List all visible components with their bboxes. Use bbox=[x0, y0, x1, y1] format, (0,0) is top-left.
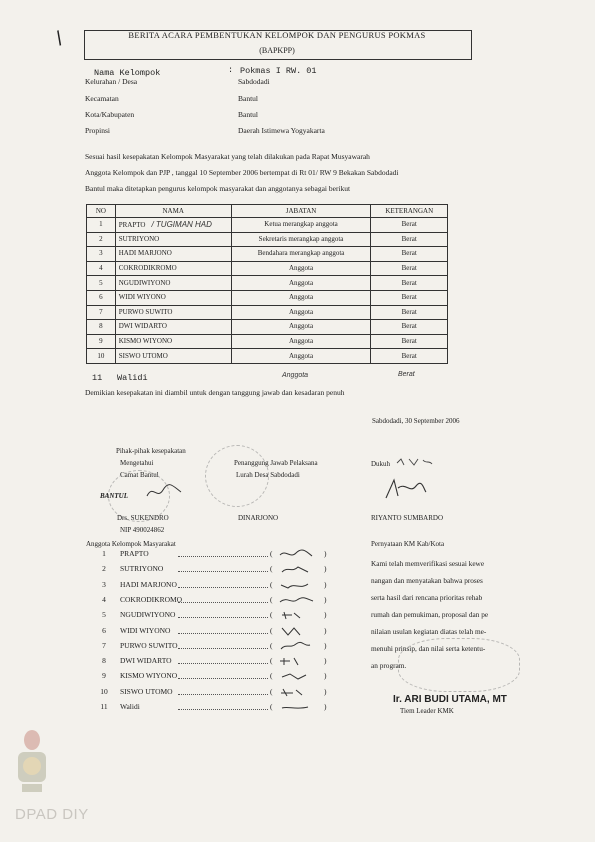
cell-nama-text: WIDI WIYONO bbox=[118, 293, 166, 302]
cell-keterangan-text: Berat bbox=[401, 293, 417, 302]
dotted-leader bbox=[178, 709, 268, 710]
cell-jabatan-text: Anggota bbox=[288, 293, 314, 302]
cell-jabatan-text: Anggota bbox=[288, 278, 314, 287]
cell-jabatan bbox=[231, 305, 371, 320]
table-row bbox=[87, 218, 448, 233]
cell-jabatan-text: Anggota bbox=[288, 264, 314, 273]
km-role: Tiem Leader KMK bbox=[400, 707, 454, 715]
member-signature bbox=[278, 641, 316, 651]
member-sign-no: 9 bbox=[102, 671, 106, 681]
dotted-leader bbox=[178, 648, 268, 649]
member-sign-name: PURWO SUWITO bbox=[120, 640, 178, 650]
member-signature bbox=[278, 564, 316, 574]
corner-mark: / bbox=[52, 27, 67, 51]
members-heading: Anggota Kelompok Masyarakat bbox=[86, 540, 176, 548]
cell-jabatan bbox=[231, 261, 371, 276]
km-statement-line: serta hasil dari rencana prioritas rehab bbox=[371, 593, 483, 602]
value-propinsi: Daerah Istimewa Yogyakarta bbox=[238, 126, 325, 135]
member-signature bbox=[278, 595, 316, 605]
km-stamp bbox=[398, 638, 520, 692]
close-paren: ) bbox=[324, 702, 327, 711]
member-sign-name: Walidi bbox=[120, 702, 140, 711]
col-header-nama: NAMA bbox=[115, 205, 231, 218]
cell-no bbox=[87, 349, 116, 364]
extra-row-jabatan: Anggota bbox=[282, 372, 309, 379]
member-sign-name: HADI MARJONO bbox=[120, 579, 177, 589]
cell-nama-text: SUTRIYONO bbox=[118, 234, 160, 243]
cell-keterangan-text: Berat bbox=[401, 264, 417, 273]
open-paren: ( bbox=[270, 625, 273, 635]
left-heading: Pihak-pihak kesepakatan bbox=[116, 447, 186, 455]
close-paren: ) bbox=[324, 686, 327, 696]
open-paren: ( bbox=[270, 579, 273, 589]
cell-nama-text: KISMO WIYONO bbox=[118, 337, 173, 346]
member-sign-row bbox=[98, 549, 338, 564]
cell-keterangan bbox=[371, 320, 448, 335]
cell-nama-text: HADI MARJONO bbox=[118, 249, 172, 258]
table-row bbox=[87, 305, 448, 320]
member-sign-name: SUTRIYONO bbox=[120, 564, 164, 574]
close-paren: ) bbox=[324, 625, 327, 635]
member-signature bbox=[278, 610, 316, 620]
cell-nama-text: DWI WIDARTO bbox=[118, 322, 167, 331]
left-nip: NIP 490024862 bbox=[120, 526, 165, 534]
member-sign-no: 11 bbox=[100, 702, 108, 711]
dotted-leader bbox=[178, 587, 268, 588]
cell-no bbox=[87, 247, 116, 262]
member-signature bbox=[278, 656, 316, 666]
member-sign-row bbox=[98, 671, 338, 686]
open-paren: ( bbox=[270, 564, 273, 574]
close-paren: ) bbox=[324, 656, 327, 666]
open-paren: ( bbox=[270, 686, 273, 696]
cell-no-text: 4 bbox=[99, 264, 103, 273]
km-heading: Pernyataan KM Kab/Kota bbox=[371, 540, 445, 548]
member-sign-no: 2 bbox=[102, 564, 106, 574]
km-name: Ir. ARI BUDI UTAMA, MT bbox=[393, 694, 507, 705]
dotted-leader bbox=[178, 571, 268, 572]
dotted-leader bbox=[178, 617, 268, 618]
cell-jabatan-text: Anggota bbox=[288, 322, 314, 331]
cell-no bbox=[87, 334, 116, 349]
cell-jabatan-text: Anggota bbox=[288, 351, 314, 360]
cell-keterangan-text: Berat bbox=[401, 220, 417, 229]
cell-keterangan bbox=[371, 247, 448, 262]
document-title: BERITA ACARA PEMBENTUKAN KELOMPOK DAN PENGURUS POKMAS bbox=[128, 30, 426, 40]
cell-jabatan bbox=[231, 290, 371, 305]
cell-keterangan-text: Berat bbox=[401, 249, 417, 258]
cell-keterangan-text: Berat bbox=[401, 337, 417, 346]
col-header-no: NO bbox=[87, 205, 116, 218]
member-sign-no: 1 bbox=[102, 549, 106, 558]
cell-jabatan bbox=[231, 218, 371, 233]
dukuh-signature bbox=[380, 474, 430, 504]
cell-no bbox=[87, 290, 116, 305]
member-sign-row bbox=[98, 564, 338, 579]
close-paren: ) bbox=[324, 640, 327, 650]
pengurus-table bbox=[86, 204, 448, 364]
member-sign-no: 5 bbox=[102, 610, 106, 620]
table-row bbox=[87, 290, 448, 305]
member-sign-no: 6 bbox=[102, 625, 106, 635]
member-sign-no: 4 bbox=[102, 594, 106, 604]
dukuh-paraf bbox=[395, 455, 435, 469]
dotted-leader bbox=[178, 663, 268, 664]
table-row bbox=[87, 247, 448, 262]
member-sign-row bbox=[98, 610, 338, 625]
cell-nama bbox=[115, 261, 231, 276]
member-sign-name: PRAPTO bbox=[120, 549, 149, 558]
km-statement-line: nilaian usulan kegiatan diatas telah me- bbox=[371, 627, 487, 636]
cell-jabatan-text: Anggota bbox=[288, 307, 314, 316]
cell-no bbox=[87, 232, 116, 247]
col-header-jabatan: JABATAN bbox=[231, 205, 371, 218]
cell-no-text: 9 bbox=[99, 337, 103, 346]
dotted-leader bbox=[178, 678, 268, 679]
cell-keterangan bbox=[371, 261, 448, 276]
table-row bbox=[87, 320, 448, 335]
cell-no bbox=[87, 276, 116, 291]
cell-no bbox=[87, 218, 116, 233]
cell-no-text: 2 bbox=[99, 234, 103, 243]
member-sign-name: DWI WIDARTO bbox=[120, 656, 172, 666]
dotted-leader bbox=[178, 602, 268, 603]
extra-row-no: 11 bbox=[92, 373, 103, 383]
document-abbreviation: (BAPKPP) bbox=[259, 46, 295, 55]
member-sign-no: 7 bbox=[102, 640, 106, 650]
open-paren: ( bbox=[270, 610, 273, 620]
cell-jabatan bbox=[231, 334, 371, 349]
left-name: Drs. SUKENDRO bbox=[117, 514, 169, 522]
cell-keterangan bbox=[371, 276, 448, 291]
member-sign-name: SISWO UTOMO bbox=[120, 686, 173, 696]
cell-jabatan bbox=[231, 320, 371, 335]
member-sign-row bbox=[98, 702, 338, 717]
label-kecamatan: Kecamatan bbox=[85, 94, 119, 103]
cell-nama bbox=[115, 247, 231, 262]
value-kecamatan: Bantul bbox=[238, 94, 258, 103]
cell-nama bbox=[115, 232, 231, 247]
colon: : bbox=[228, 65, 234, 75]
member-sign-row bbox=[98, 656, 338, 671]
close-paren: ) bbox=[324, 671, 327, 681]
table-header-row bbox=[87, 205, 448, 218]
member-sign-no: 3 bbox=[102, 579, 106, 589]
label-kota: Kota/Kabupaten bbox=[85, 110, 135, 119]
mid-sub1: Penanggung Jawab Pelaksana bbox=[234, 459, 318, 467]
label-propinsi: Propinsi bbox=[85, 126, 111, 135]
member-signature bbox=[278, 549, 316, 559]
cell-jabatan-text: Bendahara merangkap anggota bbox=[257, 249, 345, 258]
member-signature bbox=[278, 702, 316, 712]
close-paren: ) bbox=[324, 549, 327, 558]
cell-nama bbox=[115, 290, 231, 305]
cell-nama bbox=[115, 334, 231, 349]
cell-no-text: 8 bbox=[99, 322, 103, 331]
value-kota: Bantul bbox=[238, 110, 258, 119]
member-sign-name: NGUDIWIYONO bbox=[120, 610, 176, 620]
left-sub1: Mengetahui bbox=[120, 459, 154, 467]
cell-nama bbox=[115, 276, 231, 291]
member-sign-row bbox=[98, 641, 338, 656]
dpad-logo-icon bbox=[12, 726, 52, 796]
col-header-keterangan: KETERANGAN bbox=[371, 205, 448, 218]
cell-no bbox=[87, 261, 116, 276]
km-statement-line: rumah dan pemukiman, proposal dan pe bbox=[371, 610, 489, 619]
cell-keterangan-text: Berat bbox=[401, 234, 417, 243]
member-signature bbox=[278, 671, 316, 681]
extra-row-keterangan: Berat bbox=[398, 371, 415, 378]
cell-nama-text: COKRODIKROMO bbox=[118, 264, 177, 273]
cell-keterangan bbox=[371, 305, 448, 320]
cell-jabatan-text: Anggota bbox=[288, 337, 314, 346]
cell-nama bbox=[115, 305, 231, 320]
member-sign-name: KISMO WIYONO bbox=[120, 671, 178, 681]
intro-line-2: Anggota Kelompok dan PJP , tanggal 10 September 2006 bertempat di Rt 01/ RW 9 Bekakan Sabdodadi bbox=[85, 168, 399, 177]
cell-keterangan-text: Berat bbox=[401, 278, 417, 287]
table-body bbox=[87, 218, 448, 364]
member-signature bbox=[278, 687, 316, 697]
cell-keterangan-text: Berat bbox=[401, 307, 417, 316]
open-paren: ( bbox=[270, 549, 273, 558]
table-row bbox=[87, 232, 448, 247]
km-statement-line: an program. bbox=[371, 661, 407, 670]
cell-no bbox=[87, 305, 116, 320]
cell-no-text: 10 bbox=[97, 351, 105, 360]
handwritten-annotation: / TUGIMAN HAD bbox=[151, 219, 212, 229]
statement: Demikian kesepakatan ini diambil untuk dengan tanggung jawab dan kesadaran penuh bbox=[85, 388, 345, 397]
table-row bbox=[87, 349, 448, 364]
mid-name: DINARJONO bbox=[238, 514, 279, 522]
cell-keterangan bbox=[371, 232, 448, 247]
cell-nama bbox=[115, 218, 231, 233]
camat-signature bbox=[145, 482, 185, 502]
dotted-leader bbox=[178, 694, 268, 695]
cell-no-text: 1 bbox=[99, 220, 103, 229]
table-row bbox=[87, 276, 448, 291]
extra-row-name: Walidi bbox=[117, 373, 148, 383]
cell-no-text: 6 bbox=[99, 293, 103, 302]
cell-nama-text: PRAPTO bbox=[118, 220, 146, 229]
cell-jabatan bbox=[231, 349, 371, 364]
open-paren: ( bbox=[270, 702, 273, 711]
cell-keterangan-text: Berat bbox=[401, 351, 417, 360]
cell-nama-text: NGUDIWIYONO bbox=[118, 278, 171, 287]
member-sign-row bbox=[98, 580, 338, 595]
km-statement-line: menuhi prinsip, dan nilai serta ketentu- bbox=[371, 644, 486, 653]
right-sub1: Dukuh bbox=[371, 460, 391, 468]
cell-nama-text: PURWO SUWITO bbox=[118, 307, 173, 316]
cell-nama bbox=[115, 349, 231, 364]
open-paren: ( bbox=[270, 594, 273, 604]
member-sign-name: WIDI WIYONO bbox=[120, 625, 171, 635]
cell-no-text: 7 bbox=[99, 307, 103, 316]
place-date: Sabdodadi, 30 September 2006 bbox=[372, 417, 460, 425]
member-sign-row bbox=[98, 595, 338, 610]
cell-jabatan bbox=[231, 276, 371, 291]
value-nama-kelompok: Pokmas I RW. 01 bbox=[240, 66, 317, 76]
table-row bbox=[87, 334, 448, 349]
member-sign-no: 8 bbox=[102, 656, 106, 666]
intro-line-3: Bantul maka ditetapkan pengurus kelompok masyarakat dan anggotanya sebagai berikut bbox=[85, 184, 351, 193]
label-nama-kelompok: Nama Kelompok bbox=[94, 68, 161, 78]
cell-jabatan bbox=[231, 232, 371, 247]
cell-jabatan bbox=[231, 247, 371, 262]
member-signature bbox=[278, 580, 316, 590]
right-name: RIYANTO SUMBARDO bbox=[371, 514, 444, 522]
km-statement-line: Kami telah memverifikasi sesuai kewe bbox=[371, 559, 485, 568]
watermark: DPAD DIY bbox=[15, 806, 89, 823]
km-statement-line: nangan dan menyatakan bahwa proses bbox=[371, 576, 483, 585]
open-paren: ( bbox=[270, 640, 273, 650]
label-kelurahan: Kelurahan / Desa bbox=[85, 77, 138, 86]
mid-sub2: Lurah Desa Sabdodadi bbox=[236, 471, 300, 479]
left-sub2: Camat Bantul bbox=[120, 471, 159, 479]
cell-keterangan bbox=[371, 290, 448, 305]
cell-nama bbox=[115, 320, 231, 335]
member-signature bbox=[278, 626, 316, 636]
member-sign-no: 10 bbox=[100, 686, 108, 696]
open-paren: ( bbox=[270, 671, 273, 681]
close-paren: ) bbox=[324, 564, 327, 574]
cell-jabatan-text: Ketua merangkap anggota bbox=[264, 220, 338, 229]
close-paren: ) bbox=[324, 610, 327, 620]
cell-nama-text: SISWO UTOMO bbox=[118, 351, 168, 360]
member-sign-name: COKRODIKROMO bbox=[120, 594, 183, 604]
dotted-leader bbox=[178, 556, 268, 557]
intro-line-1: Sesuai hasil kesepakatan Kelompok Masyarakat yang telah dilakukan pada Rapat Musyawarah bbox=[85, 152, 370, 161]
cell-keterangan bbox=[371, 349, 448, 364]
dotted-leader bbox=[178, 633, 268, 634]
left-stamp-text: BANTUL bbox=[100, 492, 128, 500]
cell-keterangan-text: Berat bbox=[401, 322, 417, 331]
cell-keterangan bbox=[371, 334, 448, 349]
value-kelurahan: Sabdodadi bbox=[238, 77, 270, 86]
cell-no-text: 3 bbox=[99, 249, 103, 258]
close-paren: ) bbox=[324, 594, 327, 604]
close-paren: ) bbox=[324, 579, 327, 589]
cell-no bbox=[87, 320, 116, 335]
cell-jabatan-text: Sekretaris merangkap anggota bbox=[258, 234, 344, 243]
member-sign-row bbox=[98, 687, 338, 702]
cell-keterangan bbox=[371, 218, 448, 233]
table-row bbox=[87, 261, 448, 276]
member-sign-row bbox=[98, 626, 338, 641]
open-paren: ( bbox=[270, 656, 273, 666]
cell-no-text: 5 bbox=[99, 278, 103, 287]
